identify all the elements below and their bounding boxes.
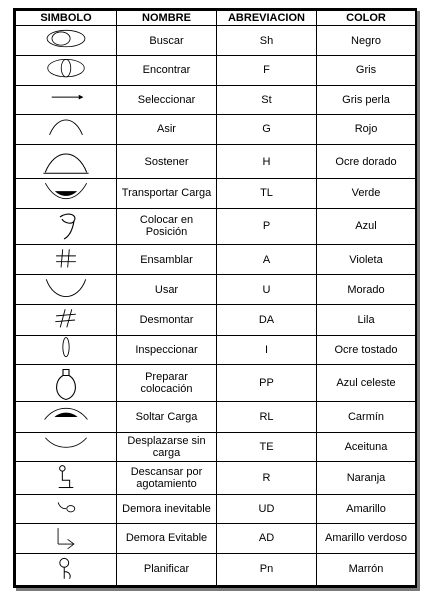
- table-row: [16, 275, 416, 305]
- table-row: [16, 335, 416, 364]
- head-thinking-icon: [38, 554, 94, 584]
- abreviacion-cell: Sh: [217, 26, 317, 56]
- abreviacion-cell: TL: [217, 179, 317, 208]
- table-row: [16, 208, 416, 244]
- color-cell: Ocre dorado: [317, 145, 416, 179]
- table-row: [16, 495, 416, 524]
- table-row: [16, 524, 416, 553]
- nombre-cell: Desmontar: [117, 305, 217, 335]
- abreviacion-cell: Pn: [217, 553, 317, 585]
- person-resting-icon: [38, 462, 94, 493]
- hash-icon: [38, 246, 94, 274]
- table-row: [16, 56, 416, 85]
- nombre-cell: Demora Evitable: [117, 524, 217, 553]
- slanted-hash-icon: [38, 306, 94, 334]
- hook-nine-icon: [38, 209, 94, 243]
- symbol-cell: [16, 305, 117, 335]
- symbol-cell: [16, 364, 117, 401]
- abreviacion-cell: H: [217, 145, 317, 179]
- abreviacion-cell: TE: [217, 432, 317, 461]
- release-load-icon: [38, 403, 94, 431]
- nombre-cell: Demora inevitable: [117, 495, 217, 524]
- symbol-cell: [16, 244, 117, 274]
- symbol-cell: [16, 524, 117, 553]
- nombre-cell: Preparar colocación: [117, 364, 217, 401]
- person-sitting-icon: [38, 525, 94, 552]
- abreviacion-cell: AD: [217, 524, 317, 553]
- abreviacion-cell: U: [217, 275, 317, 305]
- abreviacion-cell: R: [217, 461, 317, 494]
- person-lying-icon: [38, 496, 94, 523]
- symbol-cell: [16, 553, 117, 585]
- header-color: COLOR: [317, 11, 416, 26]
- therbligs-table-frame: [13, 8, 417, 588]
- circle-with-vertical-oval-icon: [38, 57, 94, 84]
- symbol-cell: [16, 402, 117, 432]
- table-row: [16, 461, 416, 494]
- color-cell: Aceituna: [317, 432, 416, 461]
- abreviacion-cell: G: [217, 114, 317, 144]
- nombre-cell: Ensamblar: [117, 244, 217, 274]
- color-cell: Azul celeste: [317, 364, 416, 401]
- nombre-cell: Encontrar: [117, 56, 217, 85]
- abreviacion-cell: I: [217, 335, 317, 364]
- color-cell: Ocre tostado: [317, 335, 416, 364]
- abreviacion-cell: RL: [217, 402, 317, 432]
- nombre-cell: Asir: [117, 114, 217, 144]
- nombre-cell: Seleccionar: [117, 85, 217, 114]
- table-row: [16, 244, 416, 274]
- color-cell: Verde: [317, 179, 416, 208]
- color-cell: Negro: [317, 26, 416, 56]
- color-cell: Rojo: [317, 114, 416, 144]
- color-cell: Carmín: [317, 402, 416, 432]
- abreviacion-cell: P: [217, 208, 317, 244]
- header-nombre: NOMBRE: [117, 11, 217, 26]
- bowling-pin-icon: [38, 366, 94, 401]
- two-overlapping-circles-icon: [38, 27, 94, 55]
- table-row: [16, 26, 416, 56]
- nombre-cell: Planificar: [117, 553, 217, 585]
- lens-oval-icon: [38, 336, 94, 363]
- table-row: [16, 179, 416, 208]
- abreviacion-cell: PP: [217, 364, 317, 401]
- symbol-cell: [16, 461, 117, 494]
- nombre-cell: Inspeccionar: [117, 335, 217, 364]
- abreviacion-cell: A: [217, 244, 317, 274]
- nombre-cell: Colocar en Posición: [117, 208, 217, 244]
- symbol-cell: [16, 26, 117, 56]
- arrow-right-icon: [38, 86, 94, 113]
- nombre-cell: Desplazarse sin carga: [117, 432, 217, 461]
- color-cell: Naranja: [317, 461, 416, 494]
- header-abreviacion: ABREVIACION: [217, 11, 317, 26]
- symbol-cell: [16, 179, 117, 208]
- color-cell: Amarillo verdoso: [317, 524, 416, 553]
- nombre-cell: Descansar por agotamiento: [117, 461, 217, 494]
- color-cell: Gris: [317, 56, 416, 85]
- symbol-cell: [16, 495, 117, 524]
- header-simbolo: SIMBOLO: [16, 11, 117, 26]
- table-row: [16, 364, 416, 401]
- table-row: [16, 114, 416, 144]
- inverted-u-hand-icon: [38, 115, 94, 143]
- inverted-u-with-base-icon: [38, 146, 94, 178]
- header-row: [16, 11, 416, 26]
- abreviacion-cell: UD: [217, 495, 317, 524]
- table-row: [16, 305, 416, 335]
- color-cell: Gris perla: [317, 85, 416, 114]
- symbol-cell: [16, 56, 117, 85]
- nombre-cell: Soltar Carga: [117, 402, 217, 432]
- empty-curve-icon: [38, 433, 94, 460]
- nombre-cell: Transportar Carga: [117, 179, 217, 208]
- color-cell: Violeta: [317, 244, 416, 274]
- therbligs-table: [15, 10, 416, 586]
- symbol-cell: [16, 208, 117, 244]
- bowl-with-load-icon: [38, 180, 94, 207]
- abreviacion-cell: F: [217, 56, 317, 85]
- table-row: [16, 553, 416, 585]
- nombre-cell: Buscar: [117, 26, 217, 56]
- abreviacion-cell: St: [217, 85, 317, 114]
- color-cell: Morado: [317, 275, 416, 305]
- table-row: [16, 145, 416, 179]
- symbol-cell: [16, 145, 117, 179]
- symbol-cell: [16, 85, 117, 114]
- symbol-cell: [16, 432, 117, 461]
- nombre-cell: Sostener: [117, 145, 217, 179]
- color-cell: Azul: [317, 208, 416, 244]
- symbol-cell: [16, 275, 117, 305]
- nombre-cell: Usar: [117, 275, 217, 305]
- table-row: [16, 85, 416, 114]
- color-cell: Amarillo: [317, 495, 416, 524]
- symbol-cell: [16, 335, 117, 364]
- table-row: [16, 402, 416, 432]
- abreviacion-cell: DA: [217, 305, 317, 335]
- color-cell: Lila: [317, 305, 416, 335]
- u-cup-icon: [38, 276, 94, 304]
- symbol-cell: [16, 114, 117, 144]
- color-cell: Marrón: [317, 553, 416, 585]
- table-row: [16, 432, 416, 461]
